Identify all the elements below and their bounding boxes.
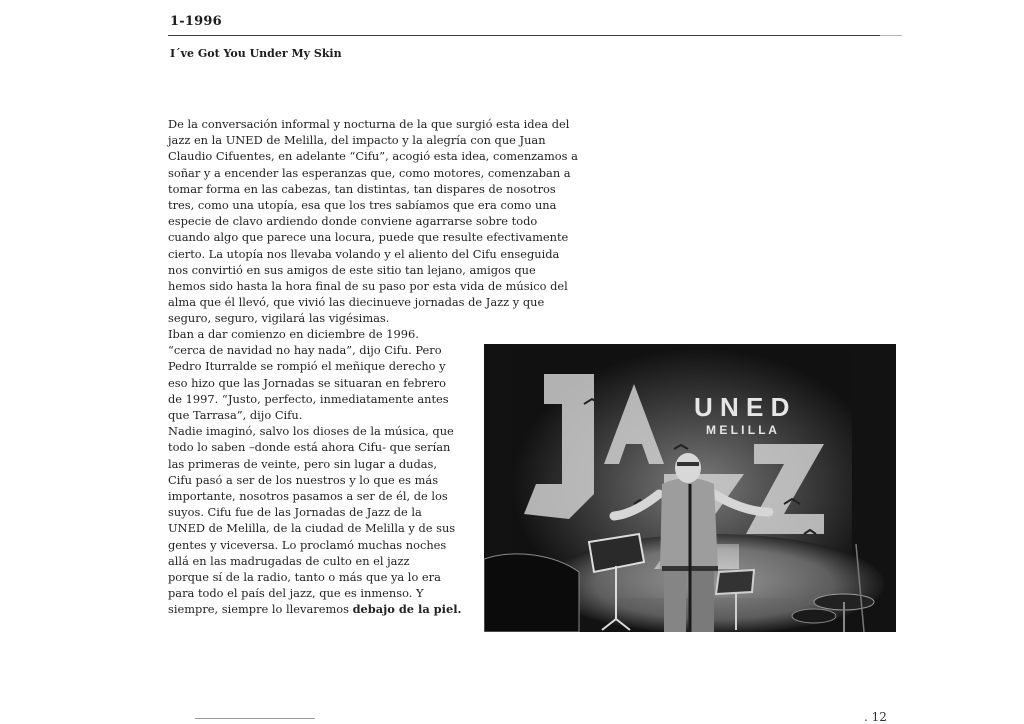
text-line: Claudio Cifuentes, en adelante “Cifu”, acogió esta idea, comenzamos a (168, 149, 578, 164)
text-line: cuando algo que parece una locura, puede que resulte efectivamente (168, 230, 569, 245)
emphasis-text: debajo de la piel. (352, 602, 462, 617)
text-fragment: siempre, siempre lo llevaremos (168, 602, 349, 617)
paragraph-dates (168, 326, 470, 423)
header-rule (168, 35, 880, 36)
text-line: todo lo saben –donde está ahora Cifu- que serían (168, 440, 451, 455)
text-line: para todo el país del jazz, que es inmenso. Y (168, 586, 424, 601)
text-line: cierto. La utopía nos llevaba volando y el aliento del Cifu enseguida (168, 246, 560, 261)
text-line: “cerca de navidad no hay nada”, dijo Cifu. Pero (168, 343, 442, 358)
text-line: eso hizo que las Jornadas se situaran en febrero (168, 375, 446, 390)
text-line: Cifu pasó a ser de los nuestros y lo que es más (168, 472, 439, 487)
text-line: alma que él llevó, que vivió las diecinueve jornadas de Jazz y que (168, 295, 545, 310)
footer-rule (195, 718, 315, 719)
intro-paragraph (168, 116, 606, 327)
concert-photo-illustration (484, 344, 896, 632)
text-line: importante, nosotros pasamos a ser de él, de los (168, 489, 448, 504)
banner-melilla: M E L I L L A (706, 423, 777, 437)
text-line: que Tarrasa”, dijo Cifu. (168, 408, 303, 423)
text-line: de 1997. “Justo, perfecto, inmediatamente antes (168, 391, 449, 406)
concert-photo (484, 344, 896, 632)
text-line: hemos sido hasta la hora final de su paso por esta vida de músico del (168, 279, 568, 294)
paragraph-tribute (168, 423, 470, 617)
text-line: Pedro Iturralde se rompió el meñique derecho y (168, 359, 446, 374)
text-line: Nadie imaginó, salvo los dioses de la música, que (168, 424, 454, 439)
text-line: tomar forma en las cabezas, tan distintas, tan dispares de nosotros (168, 181, 556, 196)
text-line: nos convirtió en sus amigos de este sitio tan lejano, amigos que (168, 262, 536, 277)
text-line: las primeras de veinte, pero sin lugar a dudas, (168, 456, 438, 471)
text-line: De la conversación informal y nocturna de la que surgió esta idea del (168, 117, 570, 131)
text-line: especie de clavo ardiendo donde conviene agarrarse sobre todo (168, 214, 538, 229)
article-subtitle: I´ve Got You Under My Skin (170, 47, 342, 60)
text-line: jazz en la UNED de Melilla, del impacto y la alegría con que Juan (168, 133, 546, 148)
section-label: 1-1996 (170, 14, 222, 29)
piano-silhouette (484, 554, 579, 632)
text-line: allá en las madrugadas de culto en el jazz (168, 553, 410, 568)
text-line: soñar y a encender las esperanzas que, como motores, comenzaban a (168, 165, 571, 180)
text-line: porque sí de la radio, tanto o más que ya lo era (168, 570, 441, 585)
banner-uned: U N E D (694, 392, 790, 422)
text-line: Iban a dar comienzo en diciembre de 1996. (168, 327, 419, 341)
text-line: suyos. Cifu fue de las Jornadas de Jazz de la (168, 505, 422, 520)
text-line: seguro, seguro, vigilará las vigésimas. (168, 311, 390, 326)
text-line: gentes y viceversa. Lo proclamó muchas noches (168, 537, 447, 552)
left-column (168, 326, 470, 618)
text-line-final (168, 601, 470, 617)
text-line: tres, como una utopía, esa que los tres sabíamos que era como una (168, 198, 557, 213)
page-number: . 12 (864, 710, 887, 724)
header-rule-end (880, 35, 902, 36)
text-line: UNED de Melilla, de la ciudad de Melilla y de sus (168, 521, 456, 536)
